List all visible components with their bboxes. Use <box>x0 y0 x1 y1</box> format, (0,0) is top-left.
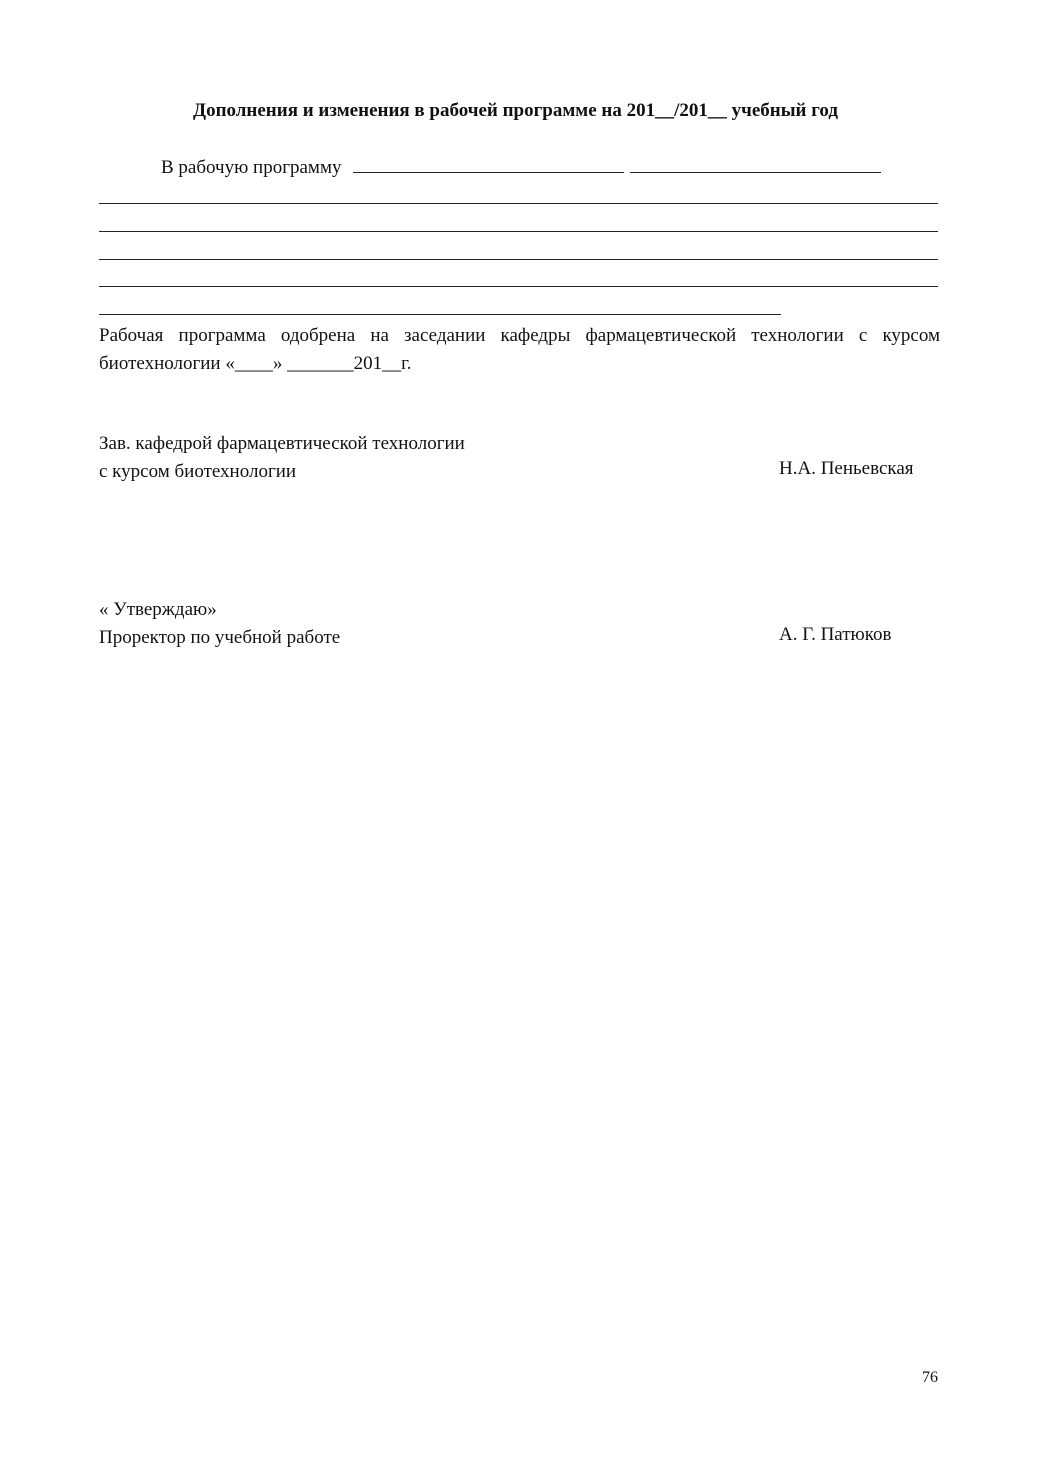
approve-label: « Утверждаю» <box>99 599 217 620</box>
page-number: 76 <box>922 1369 938 1386</box>
fill-in-line <box>99 314 781 315</box>
fill-in-line <box>99 259 938 260</box>
head-of-department-title <box>99 430 465 486</box>
fill-in-line <box>99 203 938 204</box>
approval-line-1: Рабочая программа одобрена на заседании кафедры фармацевтической технологии с курсом <box>99 325 940 346</box>
fill-in-line <box>99 286 938 287</box>
prorector-name: А. Г. Патюков <box>779 624 892 645</box>
head-title-line-2: с курсом биотехнологии <box>99 461 297 482</box>
intro-label: В рабочую программу <box>161 157 342 178</box>
fill-in-blank <box>353 158 624 173</box>
head-of-department-name: Н.А. Пеньевская <box>779 458 914 479</box>
approval-signature-block <box>99 596 340 652</box>
fill-in-blank <box>630 158 881 173</box>
approval-statement <box>99 322 940 378</box>
approval-line-2: биотехнологии «____» _______201__г. <box>99 353 412 374</box>
head-title-line-1: Зав. кафедрой фармацевтической технологии <box>99 433 465 454</box>
intro-line <box>161 157 881 179</box>
prorector-title: Проректор по учебной работе <box>99 627 341 648</box>
document-title: Дополнения и изменения в рабочей программе на 201__/201__ учебный год <box>193 100 838 121</box>
fill-in-line <box>99 231 938 232</box>
